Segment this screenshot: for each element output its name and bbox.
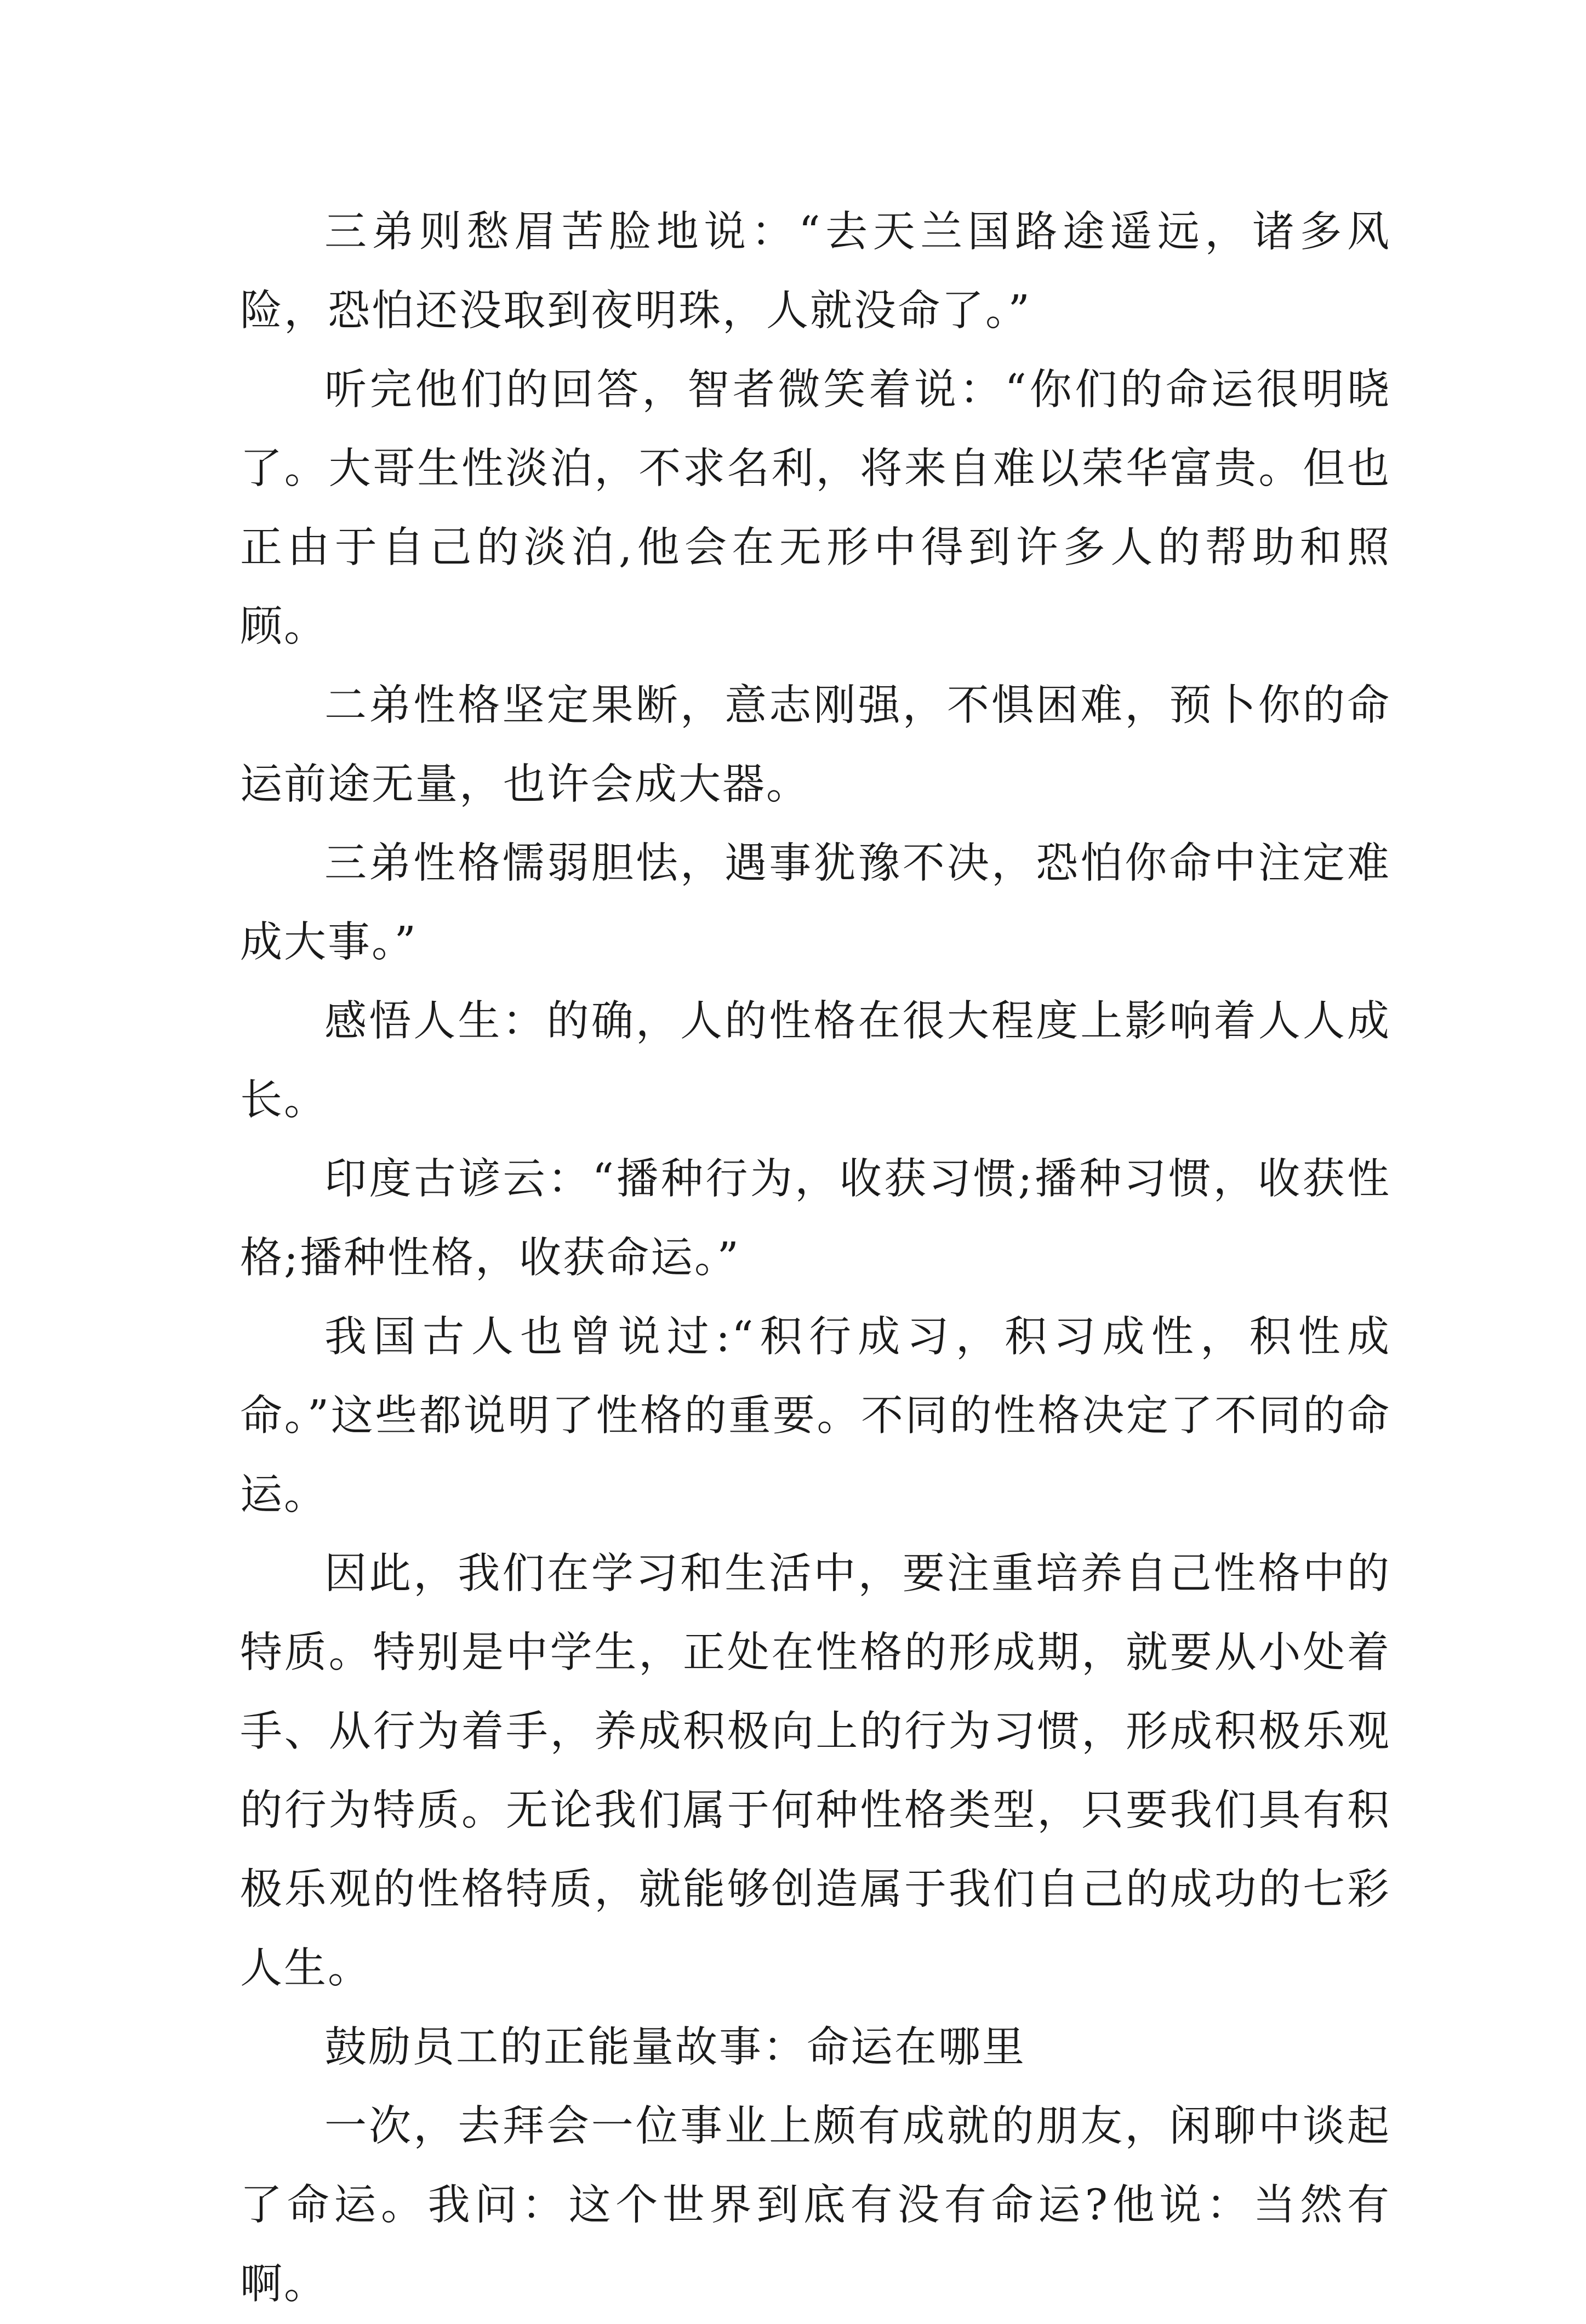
document-body xyxy=(240,193,1391,2324)
section-heading: 鼓励员工的正能量故事：命运在哪里 xyxy=(324,2023,1026,2072)
paragraph-3: 二弟性格坚定果断，意志刚强，不惧困难，预卜你的命运前途无量，也许会成大器。 xyxy=(240,681,1391,809)
paragraph-7: 我国古人也曾说过:“积行成习，积习成性，积性成命。”这些都说明了性格的重要。不同的性格决定了不同的命运。 xyxy=(240,1313,1391,1519)
paragraph-8: 因此，我们在学习和生活中，要注重培养自己性格中的特质。特别是中学生，正处在性格的形成期，就要从小处着手、从行为着手，养成积极向上的行为习惯，形成积极乐观的行为特质。无论我们属于何种性格类型，只要我们具有积极乐观的性格特质，就能够创造属于我们自己的成功的七彩人生。 xyxy=(240,1550,1391,1993)
paragraph-1: 三弟则愁眉苦脸地说：“去天兰国路途遥远，诸多风险，恐怕还没取到夜明珠，人就没命了。” xyxy=(240,208,1391,335)
paragraph-4: 三弟性格懦弱胆怯，遇事犹豫不决，恐怕你命中注定难成大事。” xyxy=(240,839,1391,967)
paragraph-2: 听完他们的回答，智者微笑着说：“你们的命运很明晓了。大哥生性淡泊，不求名利，将来自难以荣华富贵。但也正由于自己的淡泊,他会在无形中得到许多人的帮助和照顾。 xyxy=(240,366,1391,651)
paragraph-10: 一次，去拜会一位事业上颇有成就的朋友，闲聊中谈起了命运。我问：这个世界到底有没有命运?他说：当然有啊。 xyxy=(240,2102,1391,2309)
paragraph-5: 感悟人生：的确，人的性格在很大程度上影响着人人成长。 xyxy=(240,997,1391,1125)
paragraph-6: 印度古谚云：“播种行为，收获习惯;播种习惯，收获性格;播种性格，收获命运。” xyxy=(240,1155,1391,1283)
